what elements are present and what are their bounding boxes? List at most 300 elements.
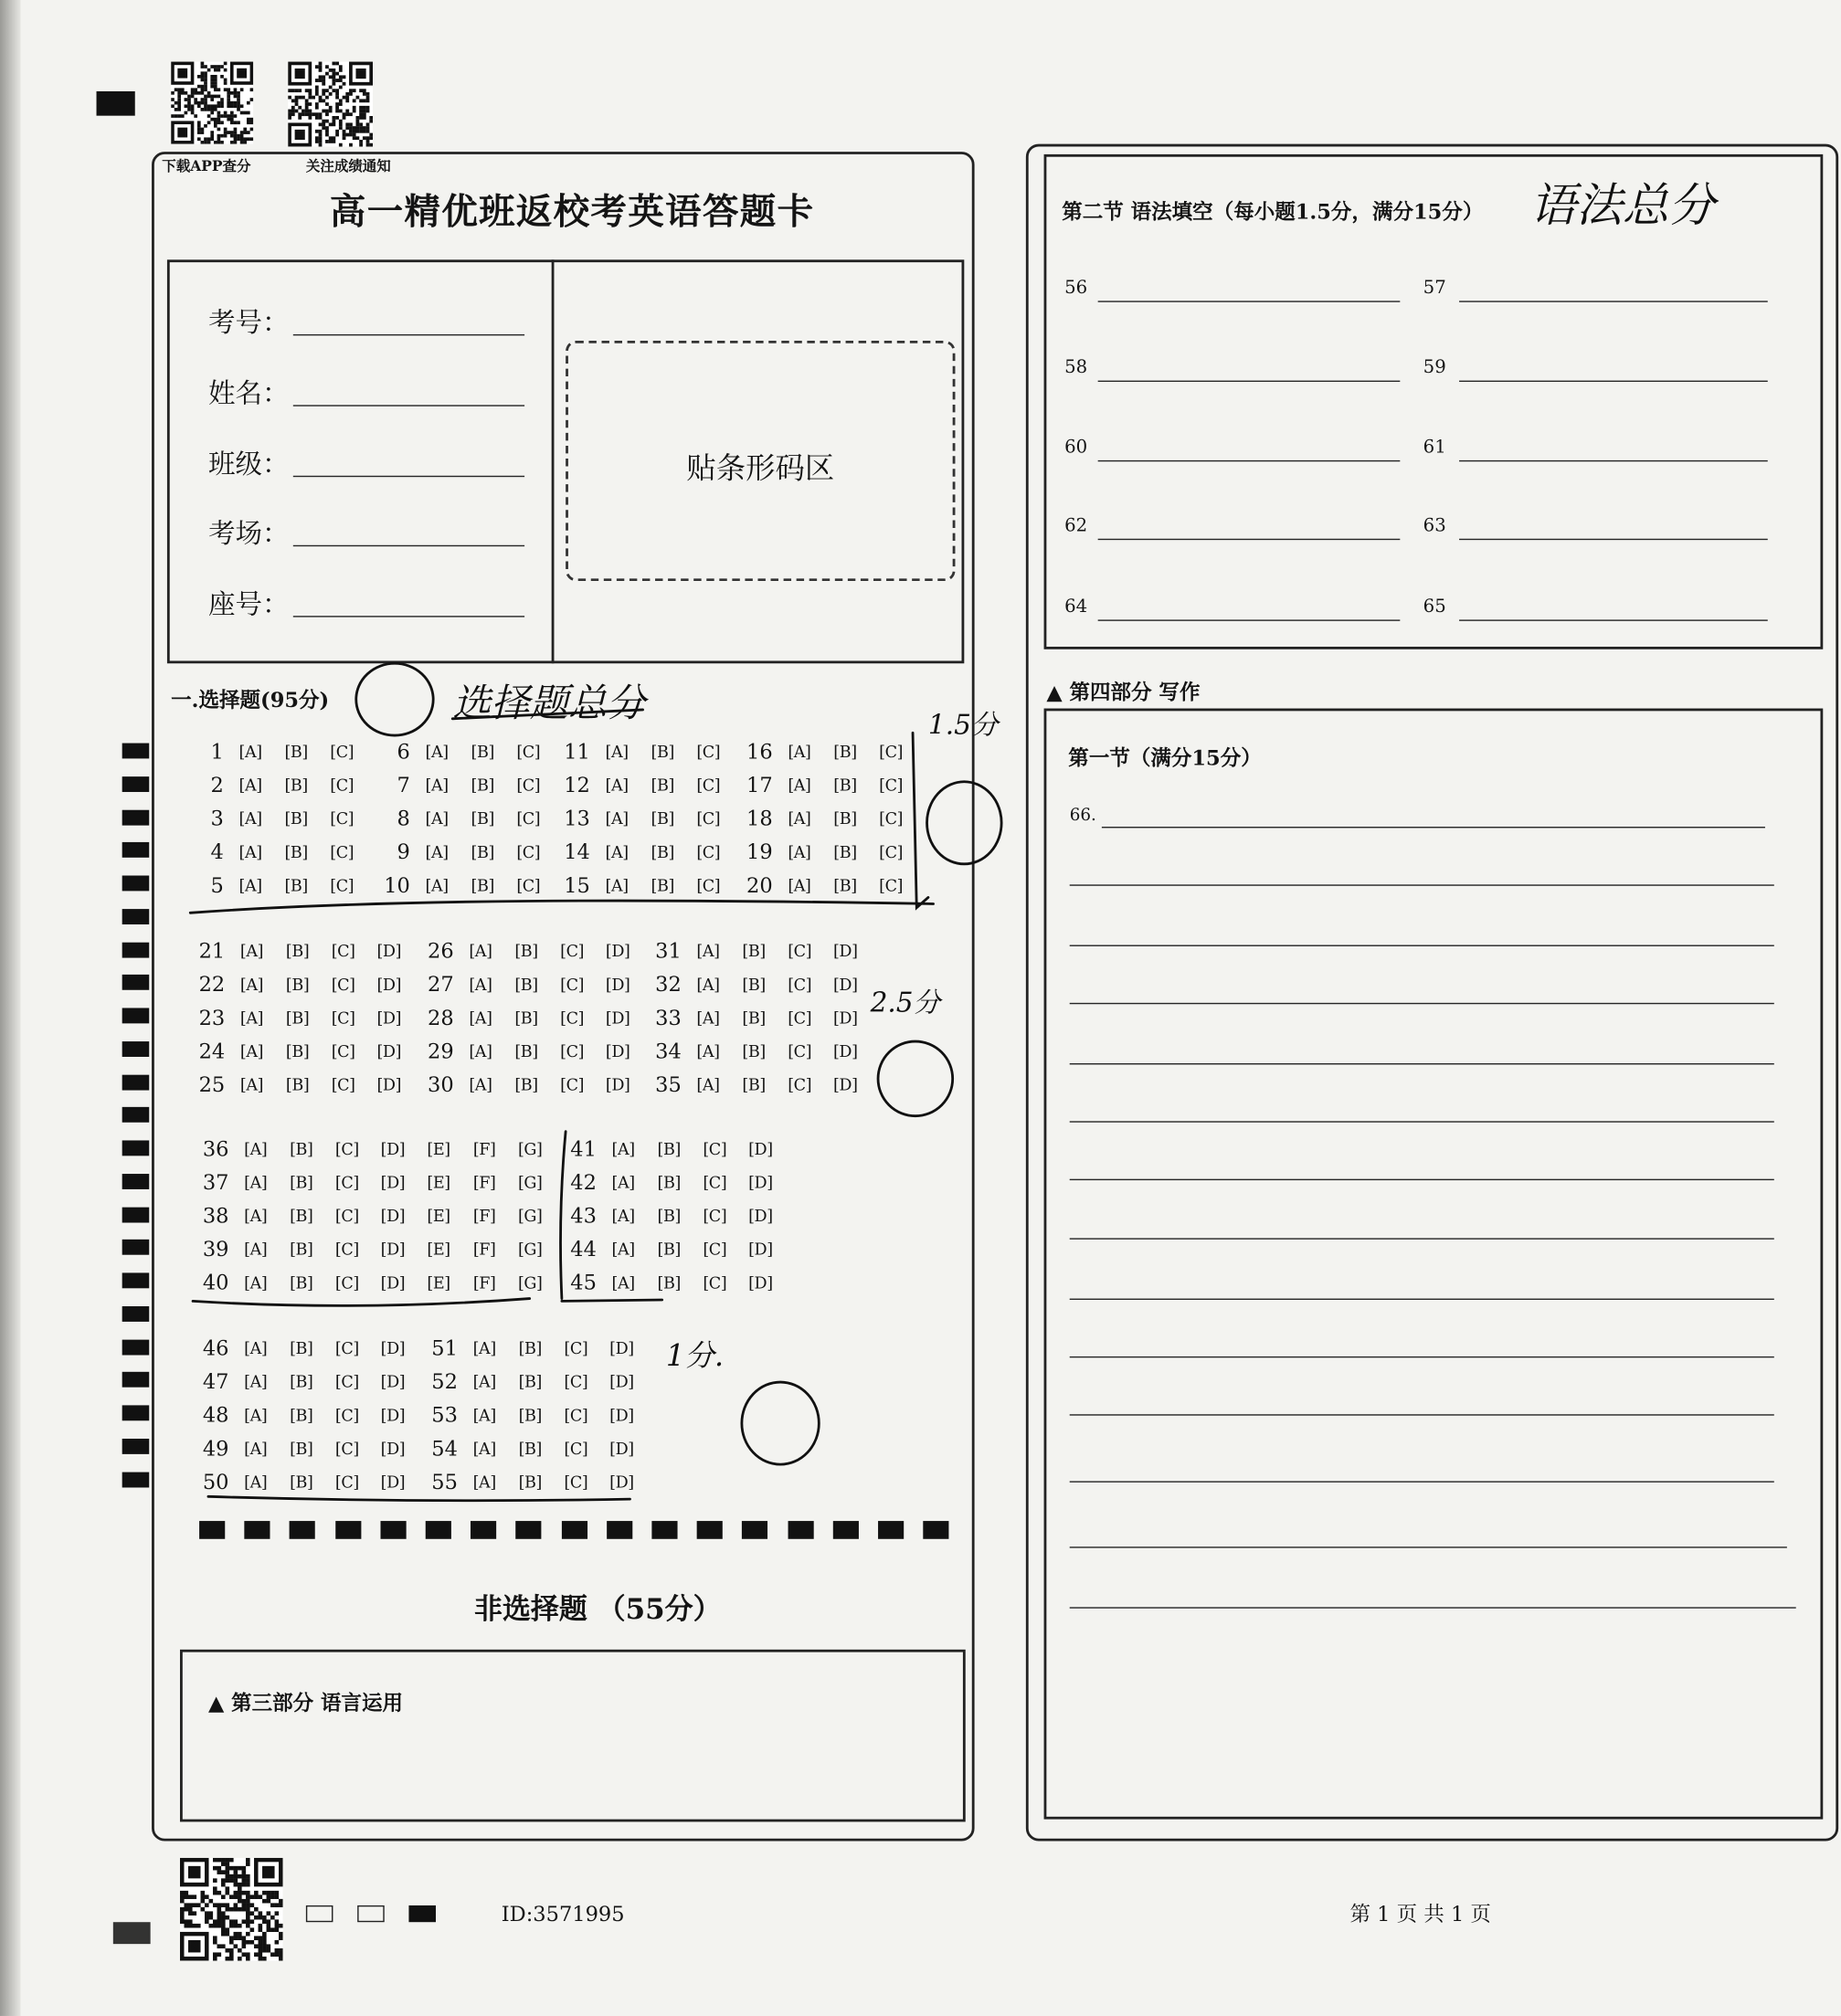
choice-row xyxy=(427,1067,640,1100)
question-number: 10 xyxy=(384,872,410,897)
choice-row xyxy=(563,768,731,801)
question-number: 27 xyxy=(428,972,454,997)
timing-mark xyxy=(122,876,150,892)
choice-row xyxy=(383,868,551,901)
bottom-mark xyxy=(924,1521,949,1539)
option-bubble: [A] xyxy=(469,1040,492,1061)
question-number: 7 xyxy=(397,773,410,797)
option-bubble: [A] xyxy=(472,1471,496,1492)
option-bubble: [B] xyxy=(290,1206,313,1226)
option-bubble: [B] xyxy=(471,808,494,829)
question-number: 24 xyxy=(198,1038,226,1063)
option-bubble: [A] xyxy=(425,841,449,861)
choice-row xyxy=(569,1166,783,1198)
question-number: 32 xyxy=(655,972,682,997)
grammar-answer-line xyxy=(1459,539,1768,540)
option-bubble: [C] xyxy=(334,1338,359,1358)
writing-line xyxy=(1070,884,1774,885)
question-number: 31 xyxy=(655,939,682,964)
timing-mark xyxy=(122,1339,150,1355)
choice-row xyxy=(427,1001,640,1034)
choice-row xyxy=(569,1133,783,1166)
question-number: 51 xyxy=(431,1335,458,1361)
option-bubble: [D] xyxy=(605,941,630,961)
option-bubble: [A] xyxy=(605,808,629,829)
timing-mark xyxy=(122,842,150,858)
choice-row xyxy=(196,868,365,901)
bottom-mark xyxy=(426,1521,451,1539)
option-bubble: [B] xyxy=(290,1239,313,1259)
option-bubble: [A] xyxy=(472,1338,496,1358)
writing-line xyxy=(1070,1546,1787,1547)
option-bubble: [B] xyxy=(657,1139,681,1159)
option-bubble: [C] xyxy=(560,941,585,961)
option-bubble: [D] xyxy=(376,1008,402,1028)
choice-row xyxy=(202,1166,553,1198)
choice-column xyxy=(196,735,365,902)
timing-mark xyxy=(122,1107,150,1123)
question-number: 42 xyxy=(570,1170,597,1195)
question-number: 38 xyxy=(202,1203,229,1229)
choice-row xyxy=(563,835,731,868)
writing-item-number: 66. xyxy=(1069,806,1096,826)
grammar-item-number: 56 xyxy=(1064,278,1088,299)
choice-column xyxy=(746,735,914,902)
question-number: 5 xyxy=(210,872,224,897)
option-bubble: [B] xyxy=(518,1471,542,1492)
option-bubble: [C] xyxy=(879,841,904,861)
option-bubble: [B] xyxy=(285,941,310,961)
question-number: 17 xyxy=(746,773,773,797)
option-bubble: [A] xyxy=(696,1008,720,1028)
option-bubble: [B] xyxy=(518,1405,542,1425)
option-bubble: [B] xyxy=(471,841,494,861)
choice-row xyxy=(563,802,731,835)
bottom-mark xyxy=(290,1521,315,1539)
option-bubble: [C] xyxy=(879,874,904,895)
choice-column xyxy=(654,934,868,1101)
option-bubble: [C] xyxy=(330,874,354,895)
option-bubble: [D] xyxy=(832,1040,858,1061)
notice-qr-code xyxy=(288,62,373,147)
question-number: 15 xyxy=(564,872,590,897)
option-bubble: [B] xyxy=(833,874,857,895)
option-bubble: [D] xyxy=(376,1040,402,1061)
option-bubble: [C] xyxy=(696,874,721,895)
choice-column xyxy=(563,735,731,902)
question-number: 8 xyxy=(397,806,410,831)
choice-row xyxy=(202,1199,553,1232)
option-bubble: [D] xyxy=(380,1239,406,1259)
writing-line xyxy=(1102,827,1765,828)
writing-line xyxy=(1070,1003,1774,1004)
timing-mark xyxy=(122,1207,150,1222)
question-number: 52 xyxy=(431,1369,458,1394)
writing-box xyxy=(1044,709,1824,1820)
bottom-mark xyxy=(697,1521,723,1539)
question-number: 20 xyxy=(746,872,773,897)
exam-room-label: 考场： xyxy=(207,518,290,550)
corner-alignment-mark xyxy=(113,1922,151,1944)
choice-row xyxy=(569,1232,783,1265)
grammar-answer-line xyxy=(1098,460,1401,461)
option-bubble: [D] xyxy=(609,1471,634,1492)
choice-row xyxy=(430,1464,644,1497)
option-bubble: [D] xyxy=(748,1272,773,1292)
choice-row xyxy=(427,1034,640,1067)
timing-mark xyxy=(122,1272,150,1288)
grammar-item-number: 62 xyxy=(1064,515,1088,536)
question-number: 48 xyxy=(202,1402,229,1428)
option-bubble: [A] xyxy=(469,1074,492,1094)
app-qr-code xyxy=(171,62,253,144)
question-number: 23 xyxy=(198,1005,226,1030)
option-bubble: [C] xyxy=(788,975,812,995)
timing-mark xyxy=(122,744,150,759)
choice-row xyxy=(427,934,640,967)
choice-row xyxy=(202,1265,553,1298)
option-bubble: [D] xyxy=(832,1074,858,1094)
grammar-item-number: 59 xyxy=(1423,357,1446,378)
bottom-mark xyxy=(516,1521,542,1539)
option-bubble: [A] xyxy=(239,975,264,995)
question-number: 43 xyxy=(570,1203,597,1229)
option-bubble: [D] xyxy=(748,1206,773,1226)
option-bubble: [C] xyxy=(330,775,354,796)
question-number: 4 xyxy=(210,839,224,864)
question-number: 49 xyxy=(202,1435,229,1461)
option-bubble: [C] xyxy=(334,1438,359,1458)
question-number: 36 xyxy=(202,1136,229,1162)
question-number: 47 xyxy=(202,1369,229,1394)
grammar-answer-line xyxy=(1098,619,1401,620)
choice-column xyxy=(427,934,640,1101)
objective-heading: 一.选择题(95分) xyxy=(171,688,330,712)
timing-mark xyxy=(122,1041,150,1057)
option-bubble: [D] xyxy=(609,1438,634,1458)
option-bubble: [D] xyxy=(380,1405,406,1425)
option-bubble: [C] xyxy=(788,1074,812,1094)
exam-number-line xyxy=(293,334,524,335)
option-bubble: [C] xyxy=(334,1272,359,1292)
choice-row xyxy=(654,1001,868,1034)
option-bubble: [B] xyxy=(833,775,857,796)
option-bubble: [B] xyxy=(471,742,494,762)
option-bubble: [A] xyxy=(472,1405,496,1425)
grammar-answer-line xyxy=(1098,539,1401,540)
option-bubble: [C] xyxy=(703,1272,727,1292)
choice-row xyxy=(427,968,640,1001)
option-bubble: [B] xyxy=(284,775,308,796)
writing-line xyxy=(1070,1238,1774,1239)
question-number: 40 xyxy=(202,1270,229,1294)
option-bubble: [D] xyxy=(748,1172,773,1193)
grammar-item-number: 60 xyxy=(1064,437,1088,459)
option-bubble: [A] xyxy=(238,775,262,796)
option-bubble: [C] xyxy=(334,1372,359,1392)
option-bubble: [C] xyxy=(331,1074,355,1094)
option-bubble: [C] xyxy=(696,742,721,762)
timing-mark xyxy=(122,1240,150,1255)
choice-row xyxy=(746,768,914,801)
timing-mark xyxy=(122,975,150,990)
option-bubble: [A] xyxy=(788,742,811,762)
question-number: 3 xyxy=(210,806,224,831)
option-bubble: [C] xyxy=(564,1471,588,1492)
qr-app-label: 下载APP查分 xyxy=(162,158,251,175)
option-bubble: [B] xyxy=(471,874,494,895)
question-number: 41 xyxy=(570,1136,597,1162)
option-bubble: [G] xyxy=(517,1206,543,1226)
option-bubble: [D] xyxy=(376,941,402,961)
option-bubble: [E] xyxy=(427,1272,450,1292)
grammar-answer-line xyxy=(1098,381,1401,382)
option-bubble: [F] xyxy=(472,1172,496,1193)
option-bubble: [B] xyxy=(651,808,674,829)
option-bubble: [D] xyxy=(380,1206,406,1226)
question-number: 46 xyxy=(202,1335,229,1361)
option-bubble: [D] xyxy=(380,1272,406,1292)
option-bubble: [B] xyxy=(742,975,766,995)
choice-row xyxy=(198,1001,412,1034)
bottom-mark xyxy=(742,1521,767,1539)
option-bubble: [D] xyxy=(380,1338,406,1358)
option-bubble: [D] xyxy=(605,1040,630,1061)
writing-line xyxy=(1070,1607,1796,1608)
option-bubble: [B] xyxy=(651,775,674,796)
choice-row xyxy=(569,1265,783,1298)
writing-line xyxy=(1070,1179,1774,1180)
choice-column xyxy=(383,735,551,902)
question-number: 30 xyxy=(428,1071,454,1097)
option-bubble: [A] xyxy=(244,1338,268,1358)
page-title: 高一精优班返校考英语答题卡 xyxy=(329,190,815,233)
option-bubble: [C] xyxy=(330,808,354,829)
option-bubble: [A] xyxy=(244,1172,268,1193)
option-bubble: [A] xyxy=(788,874,811,895)
option-bubble: [C] xyxy=(331,1008,355,1028)
grammar-answer-line xyxy=(1459,381,1768,382)
writing-line xyxy=(1070,1299,1774,1300)
option-bubble: [A] xyxy=(244,1239,268,1259)
option-bubble: [A] xyxy=(696,975,720,995)
option-bubble: [F] xyxy=(472,1239,496,1259)
grammar-answer-line xyxy=(1459,619,1768,620)
option-bubble: [B] xyxy=(290,1471,313,1492)
grammar-item-number: 61 xyxy=(1423,437,1446,459)
option-bubble: [G] xyxy=(517,1139,543,1159)
question-number: 33 xyxy=(655,1005,682,1030)
page-number: 第 1 页 共 1 页 xyxy=(1349,1901,1491,1926)
option-bubble: [C] xyxy=(564,1372,588,1392)
option-bubble: [C] xyxy=(788,1040,812,1061)
timing-mark xyxy=(122,942,150,957)
option-bubble: [D] xyxy=(609,1405,634,1425)
option-bubble: [C] xyxy=(331,1040,355,1061)
option-bubble: [B] xyxy=(284,808,308,829)
option-bubble: [C] xyxy=(334,1172,359,1193)
option-bubble: [A] xyxy=(244,1206,268,1226)
timing-mark xyxy=(122,809,150,825)
choice-row xyxy=(654,934,868,967)
group4-score-note: 1分. xyxy=(665,1339,725,1374)
option-bubble: [A] xyxy=(238,874,262,895)
question-number: 18 xyxy=(746,806,773,831)
option-bubble: [B] xyxy=(657,1272,681,1292)
choice-row xyxy=(430,1399,644,1431)
part4-heading: ▲ 第四部分 写作 xyxy=(1046,680,1201,705)
option-bubble: [B] xyxy=(284,742,308,762)
option-bubble: [A] xyxy=(425,775,449,796)
option-bubble: [A] xyxy=(238,841,262,861)
option-bubble: [A] xyxy=(244,1372,268,1392)
name-label: 姓名： xyxy=(207,377,290,409)
option-bubble: [C] xyxy=(516,742,541,762)
option-bubble: [C] xyxy=(879,742,904,762)
barcode-label: 贴条形码区 xyxy=(686,452,835,487)
bottom-mark xyxy=(607,1521,632,1539)
option-bubble: [C] xyxy=(560,1008,585,1028)
choice-row xyxy=(430,1365,644,1398)
option-bubble: [A] xyxy=(605,874,629,895)
option-bubble: [G] xyxy=(517,1239,543,1259)
grammar-total-note: 语法总分 xyxy=(1529,180,1716,233)
option-bubble: [A] xyxy=(611,1206,635,1226)
timing-mark xyxy=(122,1174,150,1189)
choice-column xyxy=(202,1133,553,1299)
option-bubble: [B] xyxy=(284,841,308,861)
option-bubble: [D] xyxy=(376,1074,402,1094)
option-bubble: [A] xyxy=(696,941,720,961)
option-bubble: [D] xyxy=(380,1172,406,1193)
grammar-item-number: 65 xyxy=(1423,596,1446,617)
choice-column xyxy=(202,1332,416,1498)
seat-number-line xyxy=(293,616,524,617)
group1-score-note: 1.5分 xyxy=(927,709,999,741)
option-bubble: [B] xyxy=(742,1074,766,1094)
bottom-mark xyxy=(651,1521,677,1539)
option-bubble: [A] xyxy=(611,1239,635,1259)
choice-column xyxy=(430,1332,644,1498)
option-bubble: [A] xyxy=(425,808,449,829)
option-bubble: [F] xyxy=(472,1206,496,1226)
option-bubble: [C] xyxy=(703,1139,727,1159)
option-bubble: [D] xyxy=(832,941,858,961)
choice-row xyxy=(196,735,365,768)
option-bubble: [B] xyxy=(657,1239,681,1259)
option-bubble: [C] xyxy=(564,1438,588,1458)
option-bubble: [B] xyxy=(657,1172,681,1193)
question-number: 11 xyxy=(564,739,590,765)
writing-line xyxy=(1070,945,1774,946)
option-bubble: [A] xyxy=(788,808,811,829)
option-bubble: [A] xyxy=(788,841,811,861)
choice-row xyxy=(569,1199,783,1232)
question-number: 22 xyxy=(198,972,226,997)
question-number: 44 xyxy=(570,1236,597,1261)
option-bubble: [B] xyxy=(651,874,674,895)
option-bubble: [B] xyxy=(290,1172,313,1193)
option-bubble: [C] xyxy=(696,775,721,796)
bottom-mark xyxy=(335,1521,361,1539)
group2-score-note: 2.5分 xyxy=(870,987,941,1019)
option-bubble: [B] xyxy=(284,874,308,895)
option-bubble: [B] xyxy=(290,1338,313,1358)
question-number: 35 xyxy=(655,1071,682,1097)
option-bubble: [D] xyxy=(380,1372,406,1392)
option-bubble: [A] xyxy=(239,1040,264,1061)
filled-box xyxy=(408,1905,436,1922)
option-bubble: [A] xyxy=(244,1405,268,1425)
option-bubble: [C] xyxy=(516,841,541,861)
option-bubble: [B] xyxy=(518,1372,542,1392)
timing-mark xyxy=(122,1306,150,1322)
choice-row xyxy=(198,968,412,1001)
option-bubble: [B] xyxy=(742,941,766,961)
check-box xyxy=(357,1905,385,1922)
option-bubble: [A] xyxy=(238,742,262,762)
option-bubble: [C] xyxy=(788,941,812,961)
choice-row xyxy=(563,735,731,768)
corner-alignment-mark xyxy=(97,91,135,116)
choice-row xyxy=(746,868,914,901)
option-bubble: [C] xyxy=(703,1239,727,1259)
timing-mark xyxy=(122,909,150,924)
option-bubble: [B] xyxy=(290,1372,313,1392)
option-bubble: [A] xyxy=(244,1139,268,1159)
question-number: 21 xyxy=(198,939,226,964)
option-bubble: [B] xyxy=(290,1438,313,1458)
option-bubble: [D] xyxy=(609,1338,634,1358)
option-bubble: [C] xyxy=(516,775,541,796)
option-bubble: [A] xyxy=(425,874,449,895)
question-number: 29 xyxy=(428,1038,454,1063)
option-bubble: [A] xyxy=(611,1139,635,1159)
option-bubble: [C] xyxy=(331,941,355,961)
question-number: 28 xyxy=(428,1005,454,1030)
question-number: 50 xyxy=(202,1469,229,1494)
option-bubble: [C] xyxy=(560,1074,585,1094)
option-bubble: [B] xyxy=(514,975,538,995)
option-bubble: [C] xyxy=(703,1206,727,1226)
choice-row xyxy=(202,1399,416,1431)
option-bubble: [C] xyxy=(564,1338,588,1358)
option-bubble: [A] xyxy=(244,1438,268,1458)
option-bubble: [B] xyxy=(518,1438,542,1458)
option-bubble: [B] xyxy=(651,841,674,861)
bottom-mark xyxy=(245,1521,270,1539)
option-bubble: [B] xyxy=(657,1206,681,1226)
name-line xyxy=(293,405,524,406)
choice-row xyxy=(430,1332,644,1365)
option-bubble: [B] xyxy=(290,1405,313,1425)
question-number: 12 xyxy=(564,773,590,797)
option-bubble: [B] xyxy=(514,1008,538,1028)
question-number: 25 xyxy=(198,1071,226,1097)
choice-row xyxy=(198,934,412,967)
question-number: 14 xyxy=(564,839,590,864)
seat-number-label: 座号： xyxy=(207,588,290,620)
option-bubble: [A] xyxy=(788,775,811,796)
qr-notice-label: 关注成绩通知 xyxy=(305,158,391,175)
choice-row xyxy=(383,735,551,768)
choice-row xyxy=(202,1133,553,1166)
choice-row xyxy=(654,1034,868,1067)
option-bubble: [A] xyxy=(611,1172,635,1193)
choice-row xyxy=(430,1431,644,1464)
option-bubble: [D] xyxy=(605,1074,630,1094)
question-number: 1 xyxy=(210,739,224,765)
